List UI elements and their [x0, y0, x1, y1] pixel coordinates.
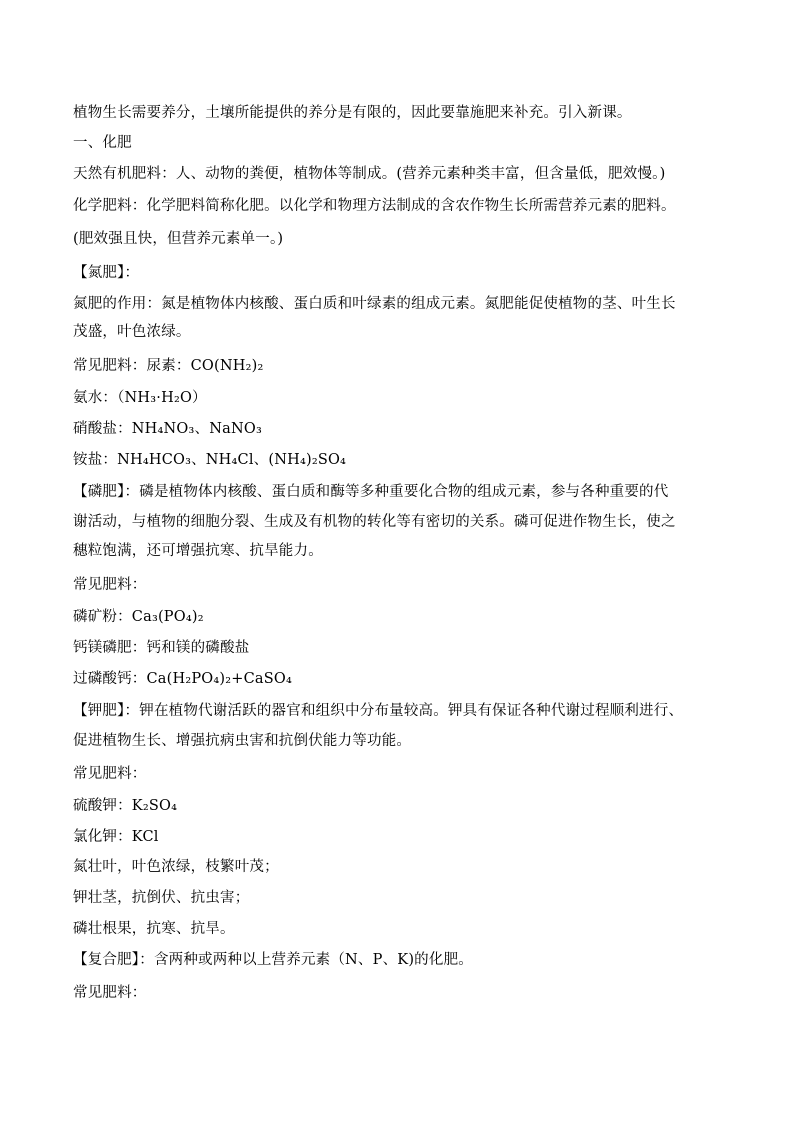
nitrogen-heading: 【氮肥】：: [73, 265, 140, 281]
nitrogen-ammonium-salts: 铵盐：NH₄HCO₃、NH₄Cl、(NH₄)₂SO₄: [73, 452, 347, 468]
calcium-magnesium-phosphate: 钙镁磷肥：钙和镁的磷酸盐: [73, 640, 250, 656]
potassium-paragraph-line-1: 【钾肥】：钾在植物代谢活跃的器官和组织中分布量较高。钾具有保证各种代谢过程顺利进行、: [73, 703, 684, 719]
phosphate-rock-powder: 磷矿粉：Ca₃(PO₄)₂: [73, 609, 204, 625]
phosphorus-common-fertilizers: 常见肥料：: [73, 577, 147, 593]
nitrogen-ammonia-water: 氨水：（NH₃·H₂O）: [73, 390, 207, 406]
intro-paragraph: 植物生长需要养分，土壤所能提供的养分是有限的，因此要靠施肥来补充。引入新课。: [73, 105, 632, 121]
compound-fertilizer-heading: 【复合肥】：含两种或两种以上营养元素（N、P、K)的化肥。: [73, 952, 473, 968]
phosphorus-paragraph-line-3: 穗粒饱满，还可增强抗寒、抗旱能力。: [73, 543, 323, 559]
nitrogen-function-line-2: 茂盛，叶色浓绿。: [73, 324, 191, 340]
compound-common-fertilizers: 常见肥料：: [73, 985, 147, 1001]
potassium-paragraph-line-2: 促进植物生长、增强抗病虫害和抗倒伏能力等功能。: [73, 733, 412, 749]
summary-phosphorus: 磷壮根果，抗寒、抗旱。: [73, 921, 235, 937]
nitrogen-function-line-1: 氮肥的作用：氮是植物体内核酸、蛋白质和叶绿素的组成元素。氮肥能促使植物的茎、叶生长: [73, 296, 676, 312]
potassium-chloride: 氯化钾：KCl: [73, 829, 159, 845]
nitrogen-urea: 常见肥料：尿素：CO(NH₂)₂: [73, 358, 264, 374]
chemical-fertilizer-note: (肥效强且快，但营养元素单一。): [73, 231, 284, 247]
potassium-common-fertilizers: 常见肥料：: [73, 766, 147, 782]
chemical-fertilizer-line: 化学肥料：化学肥料简称化肥。以化学和物理方法制成的含农作物生长所需营养元素的肥料。: [73, 198, 676, 214]
nitrogen-nitrates: 硝酸盐：NH₄NO₃、NaNO₃: [73, 421, 262, 437]
section-heading-fertilizer: 一、化肥: [73, 135, 132, 151]
summary-potassium: 钾壮茎，抗倒伏、抗虫害；: [73, 890, 250, 906]
summary-nitrogen: 氮壮叶，叶色浓绿，枝繁叶茂；: [73, 859, 279, 875]
superphosphate: 过磷酸钙：Ca(H₂PO₄)₂+CaSO₄: [73, 671, 293, 687]
phosphorus-paragraph-line-2: 谢活动，与植物的细胞分裂、生成及有机物的转化等有密切的关系。磷可促进作物生长，使之: [73, 514, 676, 530]
organic-fertilizer-line: 天然有机肥料：人、动物的粪便，植物体等制成。(营养元素种类丰富，但含量低，肥效慢。): [73, 166, 666, 182]
potassium-sulfate: 硫酸钾：K₂SO₄: [73, 798, 178, 814]
phosphorus-paragraph-line-1: 【磷肥】：磷是植物体内核酸、蛋白质和酶等多种重要化合物的组成元素，参与各种重要的代: [73, 484, 669, 500]
